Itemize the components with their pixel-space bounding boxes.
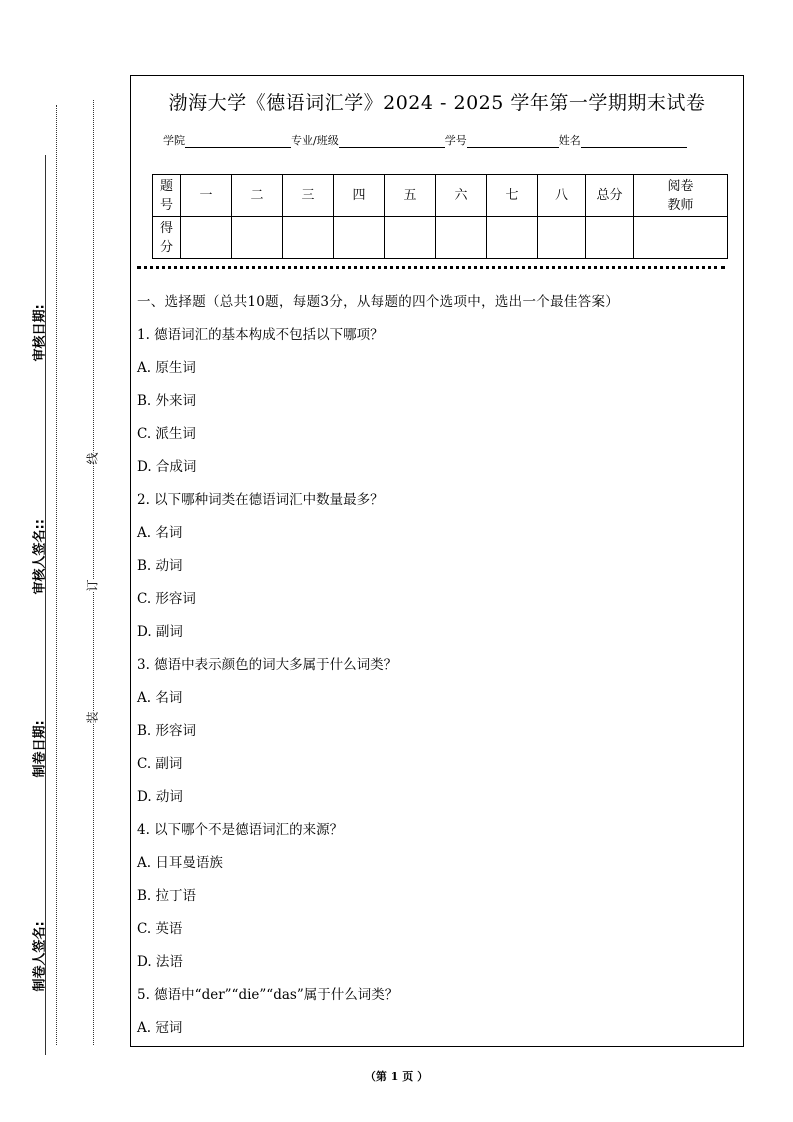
score-cell[interactable] xyxy=(181,217,232,259)
col-header-grader: 阅卷教师 xyxy=(634,175,728,217)
answer-option: A. 冠词 xyxy=(137,1020,183,1036)
exam-title: 渤海大学《德语词汇学》2024 - 2025 学年第一学期期末试卷 xyxy=(168,92,706,114)
binding-char-ding: 订 xyxy=(82,579,103,591)
answer-option: A. 名词 xyxy=(137,525,183,541)
row-header-score: 得分 xyxy=(153,217,181,259)
outer-dotted-line xyxy=(56,105,57,1045)
answer-option: A. 日耳曼语族 xyxy=(137,855,223,871)
section-heading: 一、选择题（总共10题，每题3分，从每题的四个选项中，选出一个最佳答案） xyxy=(137,294,620,310)
answer-option: D. 合成词 xyxy=(137,459,197,475)
answer-option: C. 英语 xyxy=(137,921,183,937)
col-header: 五 xyxy=(385,175,436,217)
col-header: 八 xyxy=(538,175,586,217)
exam-frame xyxy=(130,75,744,1047)
row-header-question-no: 题号 xyxy=(153,175,181,217)
page-number: （第 1 页 ） xyxy=(364,1070,429,1083)
col-header: 四 xyxy=(334,175,385,217)
answer-option: B. 动词 xyxy=(137,558,183,574)
answer-option: C. 形容词 xyxy=(137,591,196,607)
name-label: 姓名 xyxy=(558,134,581,147)
binding-char-xian: 线 xyxy=(82,452,103,464)
answer-option: D. 副词 xyxy=(137,624,183,640)
score-cell-grader[interactable] xyxy=(634,217,728,259)
col-header: 一 xyxy=(181,175,232,217)
binding-dotted-line xyxy=(93,100,94,1045)
col-header: 二 xyxy=(232,175,283,217)
make-date-label: 制卷日期: xyxy=(32,720,48,778)
answer-option: A. 原生词 xyxy=(137,360,196,376)
reviewer-signature-label: 审核人签名:: xyxy=(32,519,48,595)
dotted-separator xyxy=(137,266,725,269)
review-date-label: 审核日期: xyxy=(32,304,48,362)
college-label: 学院 xyxy=(163,134,185,147)
question-stem: 2. 以下哪种词类在德语词汇中数量最多？ xyxy=(137,492,384,508)
answer-option: D. 动词 xyxy=(137,789,183,805)
answer-option: C. 派生词 xyxy=(137,426,196,442)
binding-char-zhuang: 装 xyxy=(82,711,103,723)
student-info-row xyxy=(163,132,687,148)
col-header-total: 总分 xyxy=(586,175,634,217)
name-field[interactable] xyxy=(581,135,687,148)
question-stem: 3. 德语中表示颜色的词大多属于什么词类？ xyxy=(137,657,398,673)
score-cell[interactable] xyxy=(334,217,385,259)
col-header: 六 xyxy=(436,175,487,217)
score-cell[interactable] xyxy=(487,217,538,259)
major-class-label: 专业/班级 xyxy=(291,134,339,147)
question-stem: 1. 德语词汇的基本构成不包括以下哪项？ xyxy=(137,327,384,343)
answer-option: C. 副词 xyxy=(137,756,183,772)
answer-option: B. 拉丁语 xyxy=(137,888,197,904)
col-header: 三 xyxy=(283,175,334,217)
answer-option: B. 外来词 xyxy=(137,393,197,409)
answer-option: B. 形容词 xyxy=(137,723,197,739)
col-header: 七 xyxy=(487,175,538,217)
score-cell[interactable] xyxy=(385,217,436,259)
answer-option: D. 法语 xyxy=(137,954,183,970)
score-cell-total[interactable] xyxy=(586,217,634,259)
student-id-label: 学号 xyxy=(444,134,467,147)
student-id-field[interactable] xyxy=(467,135,559,148)
question-content xyxy=(137,288,732,1047)
question-stem: 4. 以下哪个不是德语词汇的来源？ xyxy=(137,822,344,838)
question-stem: 5. 德语中“der”“die”“das”属于什么词类？ xyxy=(137,987,399,1003)
score-cell[interactable] xyxy=(283,217,334,259)
maker-signature-label: 制卷人签名: xyxy=(32,921,48,992)
score-cell[interactable] xyxy=(232,217,283,259)
signature-line xyxy=(45,155,46,1055)
score-table xyxy=(152,174,728,259)
answer-option: A. 名词 xyxy=(137,690,183,706)
college-field[interactable] xyxy=(185,135,291,148)
major-class-field[interactable] xyxy=(339,135,445,148)
score-cell[interactable] xyxy=(538,217,586,259)
score-cell[interactable] xyxy=(436,217,487,259)
